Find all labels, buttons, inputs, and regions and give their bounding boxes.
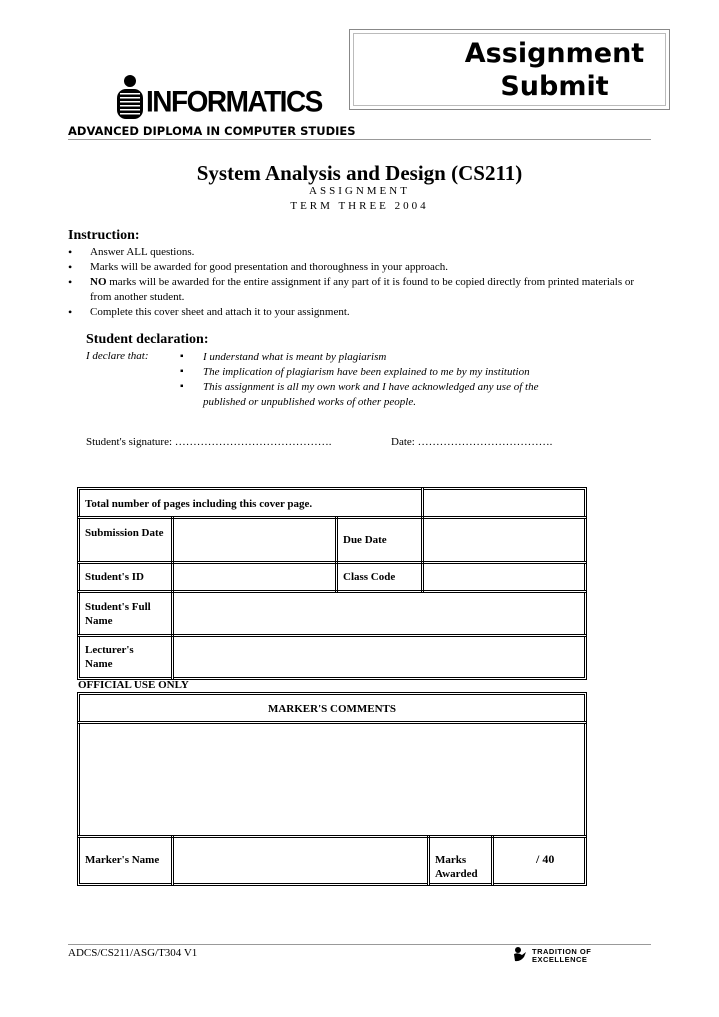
submission-date-label: Submission Date bbox=[85, 527, 164, 539]
total-pages-label: Total number of pages including this cover page. bbox=[85, 498, 313, 510]
student-id-input[interactable] bbox=[171, 561, 338, 593]
due-date-label-cell bbox=[335, 516, 424, 564]
instruction-item: • Marks will be awarded for good presentation and thoroughness in your approach. bbox=[68, 260, 648, 275]
logo-wordmark: INFORMATICS bbox=[146, 85, 322, 118]
instruction-text: marks will be awarded for the entire assignment if any part of it is found to be copied directly from printed materials or from another student. bbox=[90, 276, 635, 303]
instruction-item: • Answer ALL questions. bbox=[68, 245, 648, 260]
marks-total: / 40 bbox=[536, 852, 555, 866]
document-type: ASSIGNMENT bbox=[309, 185, 410, 197]
marker-name-label-cell bbox=[77, 835, 174, 886]
informatics-logo bbox=[116, 74, 352, 120]
marks-awarded-label: Marks Awarded bbox=[435, 854, 478, 880]
lecturer-input[interactable] bbox=[171, 634, 587, 680]
total-pages-input[interactable] bbox=[421, 487, 587, 519]
total-pages-label-cell bbox=[77, 487, 424, 519]
tradition-text bbox=[532, 948, 591, 964]
declaration-list bbox=[180, 350, 580, 410]
title-box bbox=[349, 29, 670, 110]
date-line: Date: ………………………………. bbox=[391, 436, 553, 448]
instruction-item: • Complete this cover sheet and attach it to your assignment. bbox=[68, 305, 648, 320]
class-code-input[interactable] bbox=[421, 561, 587, 593]
student-id-label-cell bbox=[77, 561, 174, 593]
declaration-heading: Student declaration: bbox=[86, 332, 209, 347]
declaration-item: ▪ I understand what is meant by plagiarism bbox=[180, 350, 580, 365]
lecturer-label-cell bbox=[77, 634, 174, 680]
submission-date-input[interactable] bbox=[171, 516, 338, 564]
tradition-line-1: TRADITION OF bbox=[532, 947, 592, 956]
class-code-label-cell bbox=[335, 561, 424, 593]
official-use-heading: OFFICIAL USE ONLY bbox=[78, 679, 189, 691]
tradition-figure-icon bbox=[512, 946, 530, 964]
logo-figure-icon bbox=[116, 74, 150, 120]
document-title: Assignment Submit bbox=[464, 37, 645, 102]
submission-date-label-cell bbox=[77, 516, 174, 564]
marks-input[interactable] bbox=[491, 835, 587, 886]
full-name-label: Student's Full Name bbox=[85, 601, 151, 627]
signature-line: Student's signature: ……………………………………. bbox=[86, 436, 332, 448]
declaration-item: ▪ The implication of plagiarism have been explained to me by my institution bbox=[180, 365, 580, 380]
course-title: System Analysis and Design (CS211) bbox=[196, 161, 523, 185]
tradition-line-2: EXCELLENCE bbox=[532, 955, 588, 964]
document-code: ADCS/CS211/ASG/T304 V1 bbox=[68, 947, 198, 959]
marks-awarded-label-cell bbox=[427, 835, 494, 886]
title-box-inner bbox=[353, 33, 666, 106]
full-name-label-cell bbox=[77, 590, 174, 637]
declaration-item: ▪ This assignment is all my own work and I have acknowledged any use of the published or unpublished works of other people. bbox=[180, 380, 580, 409]
student-id-label: Student's ID bbox=[85, 571, 144, 583]
no-emphasis: NO bbox=[90, 276, 107, 288]
instruction-item bbox=[68, 275, 648, 304]
instructions-list bbox=[68, 245, 648, 320]
marker-comments-header-cell bbox=[77, 692, 587, 724]
lecturer-label: Lecturer's Name bbox=[85, 644, 134, 670]
due-date-label: Due Date bbox=[343, 534, 387, 546]
marker-name-input[interactable] bbox=[171, 835, 430, 886]
marker-comments-label: MARKER'S COMMENTS bbox=[267, 703, 397, 715]
instructions-heading: Instruction: bbox=[68, 228, 140, 243]
term: TERM THREE 2004 bbox=[290, 200, 429, 212]
footer-divider bbox=[68, 944, 651, 945]
full-name-input[interactable] bbox=[171, 590, 587, 637]
marker-name-label: Marker's Name bbox=[85, 854, 160, 866]
declaration-intro: I declare that: bbox=[86, 350, 149, 362]
tradition-logo bbox=[512, 946, 612, 966]
class-code-label: Class Code bbox=[343, 571, 396, 583]
due-date-input[interactable] bbox=[421, 516, 587, 564]
header-divider bbox=[68, 139, 651, 140]
marker-comments-input[interactable] bbox=[77, 721, 587, 838]
program-name: ADVANCED DIPLOMA IN COMPUTER STUDIES bbox=[68, 124, 356, 138]
